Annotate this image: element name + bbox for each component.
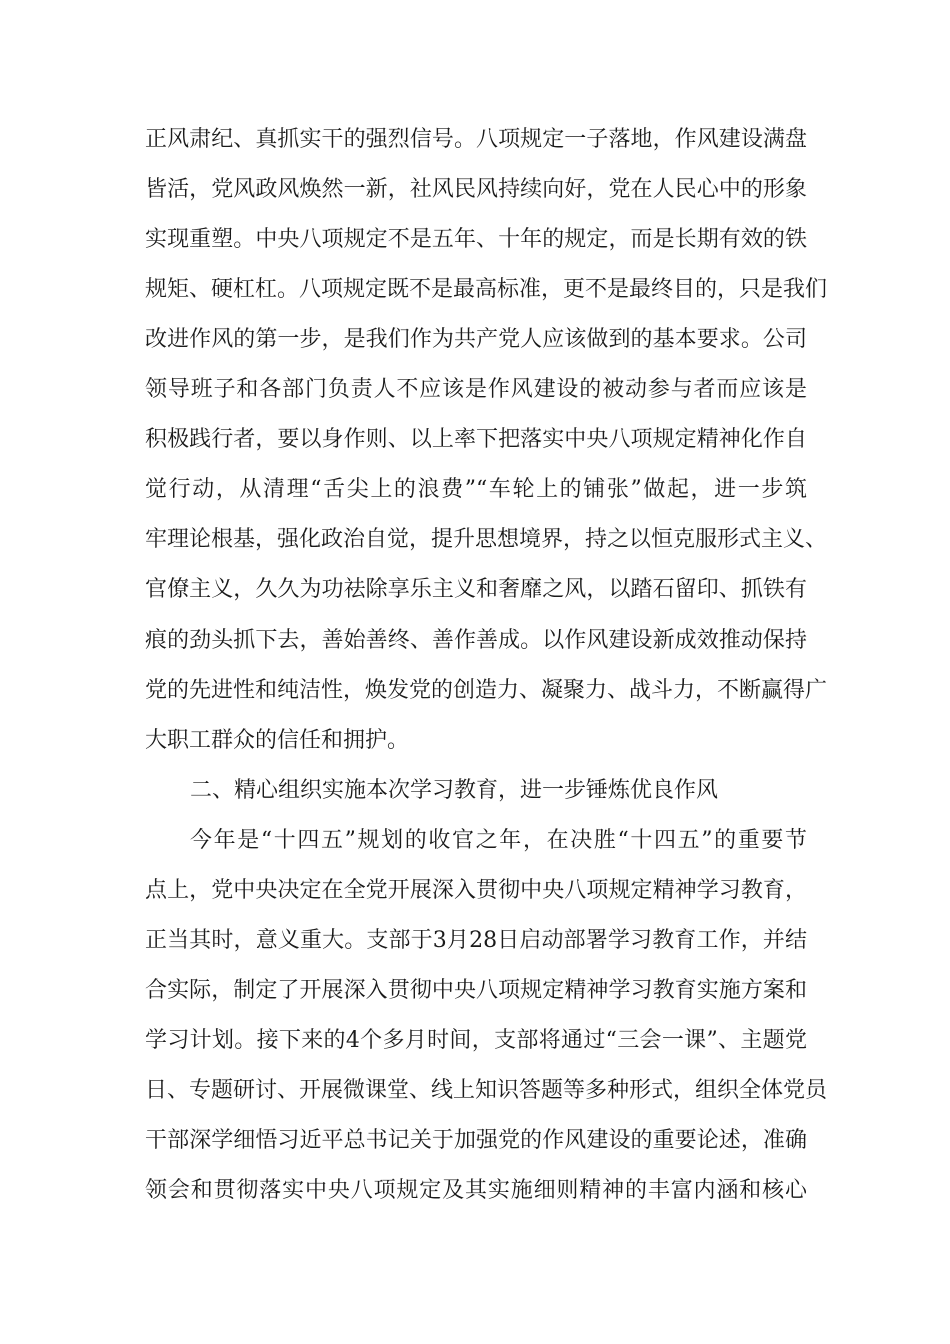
text-line: 痕的劲头抓下去，善始善终、善作善成。以作风建设新成效推动保持: [145, 627, 807, 653]
text-line: 规矩、硬杠杠。八项规定既不是最高标准，更不是最终目的，只是我们: [145, 277, 828, 303]
text-line: 学习计划。接下来的4个多月时间，支部将通过“三会一课”、主题党: [145, 1027, 807, 1053]
text-line: 今年是“十四五”规划的收官之年，在决胜“十四五”的重要节: [190, 827, 807, 853]
section-heading: 二、精心组织实施本次学习教育，进一步锤炼优良作风: [190, 777, 719, 803]
text-line: 改进作风的第一步，是我们作为共产党人应该做到的基本要求。公司: [145, 327, 807, 353]
text-line: 合实际，制定了开展深入贯彻中央八项规定精神学习教育实施方案和: [145, 977, 807, 1003]
text-line: 党的先进性和纯洁性，焕发党的创造力、凝聚力、战斗力，不断赢得广: [145, 677, 828, 703]
text-line: 积极践行者，要以身作则、以上率下把落实中央八项规定精神化作自: [145, 427, 807, 453]
text-line: 牢理论根基，强化政治自觉，提升思想境界，持之以恒克服形式主义、: [145, 527, 828, 553]
text-line: 正风肃纪、真抓实干的强烈信号。八项规定一子落地，作风建设满盘: [145, 127, 807, 152]
text-line: 点上，党中央决定在全党开展深入贯彻中央八项规定精神学习教育，: [145, 877, 807, 903]
text-line: 领导班子和各部门负责人不应该是作风建设的被动参与者而应该是: [145, 377, 807, 403]
text-line: 觉行动，从清理“舌尖上的浪费”“车轮上的铺张”做起，进一步筑: [145, 477, 807, 503]
text-line: 干部深学细悟习近平总书记关于加强党的作风建设的重要论述，准确: [145, 1128, 807, 1153]
text-line: 领会和贯彻落实中央八项规定及其实施细则精神的丰富内涵和核心: [145, 1178, 807, 1204]
text-line: 实现重塑。中央八项规定不是五年、十年的规定，而是长期有效的铁: [145, 227, 807, 253]
text-line: 正当其时，意义重大。支部于3月28日启动部署学习教育工作，并结: [145, 927, 807, 953]
text-line: 大职工群众的信任和拥护。: [145, 727, 410, 753]
text-line: 官僚主义，久久为功祛除享乐主义和奢靡之风，以踏石留印、抓铁有: [145, 577, 807, 603]
text-line: 日、专题研讨、开展微课堂、线上知识答题等多种形式，组织全体党员: [145, 1077, 828, 1103]
text-line: 皆活，党风政风焕然一新，社风民风持续向好，党在人民心中的形象: [145, 177, 807, 203]
